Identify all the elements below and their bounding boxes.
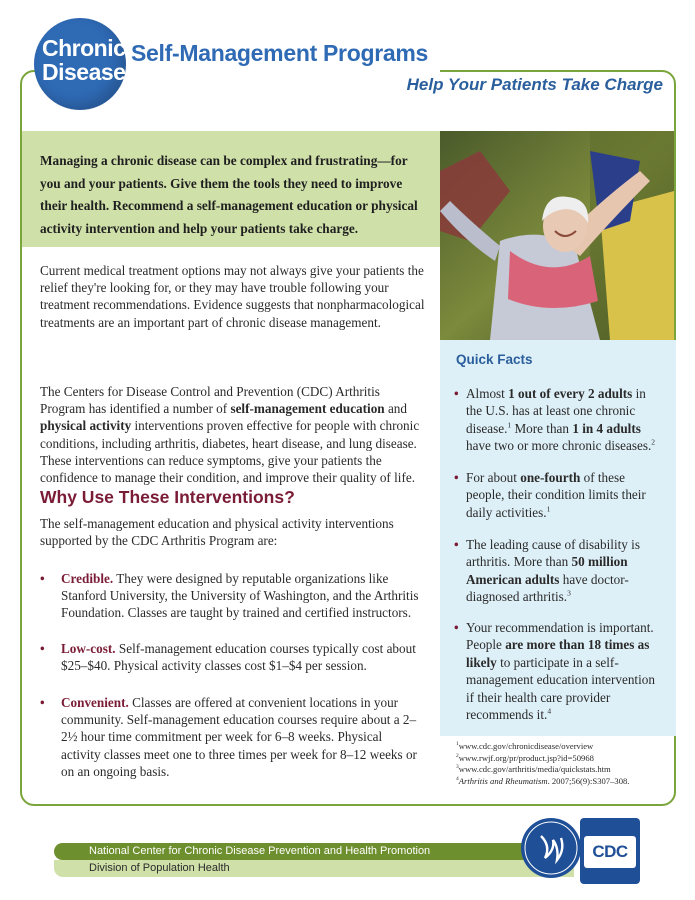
footnote-citation: . 2007;56(9):S307–308. <box>547 775 630 786</box>
paragraph-2-part-a: The Centers for Disease Control and Prevention (CDC) Arthritis Program has identified a number of <box>40 384 380 417</box>
footnote-link[interactable]: www.rwjf.org/pr/product.jsp?id=50968 <box>458 752 594 763</box>
footnote-4 <box>456 776 671 788</box>
hhs-seal-icon <box>521 818 581 878</box>
paragraph-2-physical-activity: physical activity <box>40 418 132 434</box>
paragraph-1: Current medical treatment options may not always give your patients the relief they're looking for, or they may have trouble following your treatment recommendations. Evidence suggests that nonpharmacological treatments are an important part of chronic disease management. <box>40 263 425 330</box>
footnote-number: 2 <box>456 752 459 759</box>
fact-3-text-a: The leading cause of disability is arthritis. More than <box>466 537 640 570</box>
footer-division-name: Division of Population Health <box>89 862 230 874</box>
quick-fact-4 <box>454 619 664 723</box>
paragraph-2-part-e: interventions proven effective for people with chronic conditions, including arthritis, diabetes, heart disease, and lung disease. These interventions can reduce symptoms, give your patients the confidence to manage their condition, and improve their quality of life. <box>40 418 420 486</box>
footnote-journal: Arthritis and Rheumatism <box>458 775 548 786</box>
paragraph-2-part-c: and <box>384 401 407 417</box>
bullet-credible-lead: Credible. <box>61 571 114 586</box>
bullet-dot: • <box>40 695 45 710</box>
footnote-ref: 1 <box>507 420 512 430</box>
footnote-link[interactable]: www.cdc.gov/chronicdisease/overview <box>458 741 594 751</box>
exercise-photo <box>440 131 674 340</box>
quick-facts-title: Quick Facts <box>456 352 533 367</box>
bullet-convenient-lead: Convenient. <box>61 695 129 710</box>
section-heading: Why Use These Interventions? <box>40 487 295 507</box>
bullet-convenient-text: Classes are offered at convenient locations in your community. Self-management education courses require about a 2–2½ hour time commitment per week for 6–8 weeks. Physical activity classes meet one to three times per week for 8–12 weeks or on an ongoing basis. <box>61 695 417 779</box>
footer-center-name: National Center for Chronic Disease Prevention and Health Promotion <box>89 845 431 857</box>
bullet-dot: • <box>454 620 459 635</box>
quick-fact-2 <box>454 469 664 521</box>
bullet-credible <box>40 570 425 622</box>
page-tagline: Help Your Patients Take Charge <box>406 75 663 94</box>
fact-2-text-a: For about <box>466 470 521 485</box>
logo-text <box>42 36 142 84</box>
cdc-logo: CDC <box>584 836 636 868</box>
logo-line-2: Disease <box>42 59 126 85</box>
bullet-dot: • <box>454 537 459 552</box>
quick-fact-1 <box>454 385 664 455</box>
fact-2-text-c: of these people, their condition limits their daily activities. <box>466 470 646 520</box>
footnote-1 <box>456 741 671 753</box>
fact-1-highlight-b: 1 in 4 adults <box>572 420 641 436</box>
footnotes <box>456 741 671 787</box>
fact-3-highlight: 50 million American adults <box>466 554 628 587</box>
section-intro: The self-management education and physical activity interventions supported by the CDC Arthritis Program are: <box>40 516 394 549</box>
bullet-credible-text: They were designed by reputable organizations like Stanford University, the University of Washington, and the Arthritis Foundation. Classes are taught by trained and certified instructors. <box>61 571 419 621</box>
footnote-ref: 2 <box>651 437 656 447</box>
footnote-link[interactable]: www.cdc.gov/arthritis/media/quickstats.htm <box>458 764 611 775</box>
bullet-dot: • <box>40 571 45 586</box>
bullet-low-cost-lead: Low-cost. <box>61 641 116 656</box>
fact-4-text-a: Your recommendation is important. People <box>466 620 654 653</box>
fact-4-highlight: are more than 18 times as likely <box>466 637 650 670</box>
fact-1-text-d: More than <box>511 420 573 436</box>
footnote-ref: 3 <box>567 588 571 598</box>
footnote-number: 1 <box>456 741 459 748</box>
bullet-low-cost-text: Self-management education courses typically cost about $25–$40. Physical activity classes cost $1–$4 per session. <box>61 641 416 674</box>
footnote-2 <box>456 753 671 765</box>
footnote-number: 3 <box>456 764 459 771</box>
hhs-eagle-icon <box>521 818 581 878</box>
paragraph-2-self-management: self-management education <box>230 401 385 417</box>
fact-3-text-c: have doctor-diagnosed arthritis. <box>466 571 629 605</box>
fact-1-text-c: in the U.S. has at least one chronic disease. <box>466 386 646 436</box>
bullet-dot: • <box>40 641 45 656</box>
bullet-dot: • <box>454 470 459 485</box>
page-title: Self-Management Programs <box>131 40 428 66</box>
exercise-photo-illustration <box>440 131 674 340</box>
bullet-convenient <box>40 694 425 780</box>
intro-text: Managing a chronic disease can be complex and frustrating—for you and your patients. Give them the tools they need to improve their health. Recommend a self-management education or physical activity intervention and help your patients take charge. <box>40 153 418 236</box>
footnote-3 <box>456 764 671 776</box>
fact-4-text-c: to participate in a self-management education intervention if their health care provider recommends it. <box>466 654 655 723</box>
logo-line-1: Chronic <box>42 35 126 61</box>
fact-1-text-a: Almost <box>466 386 509 401</box>
fact-1-text-f: have two or more chronic diseases. <box>466 438 652 454</box>
quick-fact-3 <box>454 536 664 606</box>
bullet-low-cost <box>40 640 425 674</box>
fact-1-highlight-a: 1 out of every 2 adults <box>508 386 633 401</box>
footnote-number: 4 <box>456 775 459 782</box>
paragraph-2 <box>40 383 425 486</box>
footnote-ref: 1 <box>546 504 551 514</box>
fact-2-highlight: one-fourth <box>520 470 581 485</box>
bullet-dot: • <box>454 386 459 401</box>
footnote-ref: 4 <box>547 706 552 716</box>
